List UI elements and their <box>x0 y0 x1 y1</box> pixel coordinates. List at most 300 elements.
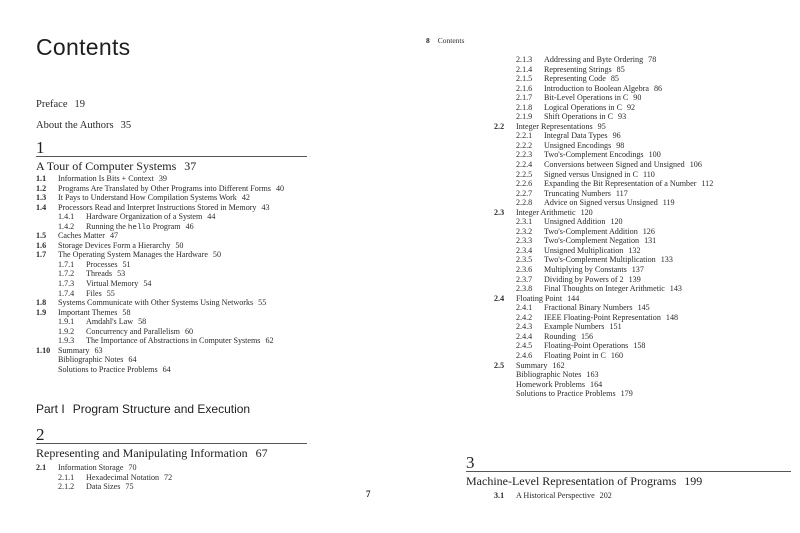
toc-entry-title <box>544 217 623 227</box>
page-title: Contents <box>36 34 131 60</box>
toc-entry-title <box>516 370 599 380</box>
toc-entry-title <box>544 351 623 361</box>
toc-entry-page: 58 <box>122 307 131 317</box>
toc-entry-title <box>544 84 662 94</box>
toc-section-entry[interactable] <box>36 250 336 260</box>
toc-entry-number: 2.1.8 <box>516 102 533 112</box>
toc-entry-page: 120 <box>580 207 593 217</box>
toc-entry-title <box>58 184 284 194</box>
toc-entry-page: 160 <box>610 350 623 360</box>
chapter-rule <box>36 156 307 157</box>
toc-entry-number: 1.8 <box>36 298 47 308</box>
toc-entry-title-text: It Pays to Understand How Compilation Systems Work <box>58 193 237 203</box>
toc-entry-number: 2.2.4 <box>516 160 533 170</box>
toc-entry-page: 75 <box>125 482 134 492</box>
toc-subsection-entry[interactable] <box>494 284 794 294</box>
toc-entry-page: 64 <box>128 355 137 365</box>
toc-entry-number: 1.4 <box>36 202 47 212</box>
toc-entry-number: 2.3 <box>494 207 505 217</box>
chapter-rule <box>466 471 791 472</box>
toc-section-entry[interactable] <box>36 308 336 318</box>
toc-entry-title <box>544 189 628 199</box>
toc-subsection-entry[interactable] <box>494 303 794 313</box>
chapter-title-text: A Tour of Computer Systems <box>36 159 177 173</box>
toc-backmatter-entry[interactable] <box>494 370 794 380</box>
toc-entry-title <box>544 227 655 237</box>
chapter-1-heading <box>36 140 307 174</box>
chapter-number: 3 <box>466 453 475 472</box>
toc-entry-page: 72 <box>164 472 173 482</box>
toc-entry-title <box>58 308 131 318</box>
toc-subsection-entry[interactable] <box>494 313 794 323</box>
toc-entry-number: 1.7.1 <box>58 259 75 269</box>
toc-entry-title <box>544 103 635 113</box>
toc-subsection-entry[interactable] <box>36 212 336 222</box>
toc-entry-page: 39 <box>158 174 167 183</box>
toc-entry-page: 55 <box>106 288 115 298</box>
toc-entry-title-text: Systems Communicate with Other Systems Using Networks <box>58 298 254 308</box>
toc-entry-number: 2.3.1 <box>516 217 533 227</box>
toc-entry-number: 2.3.2 <box>516 226 533 236</box>
toc-entry-title <box>86 317 146 327</box>
toc-subsection-entry[interactable] <box>494 74 794 84</box>
toc-entry-number: 1.9.1 <box>58 317 75 327</box>
toc-subsection-entry[interactable] <box>494 217 794 227</box>
toc-entry-title-text: Information Is Bits + Context <box>58 174 154 183</box>
toc-entry-title-text: Storage Devices Form a Hierarchy <box>58 240 171 250</box>
toc-entry-page: 62 <box>265 336 274 346</box>
toc-entry-title <box>516 294 579 304</box>
toc-subsection-entry[interactable] <box>36 336 336 346</box>
toc-entry-number: 2.4.3 <box>516 322 533 332</box>
chapter-page: 67 <box>255 446 268 460</box>
toc-entry-title <box>516 491 612 501</box>
toc-subsection-entry[interactable] <box>494 189 794 199</box>
chapter-rule <box>36 443 307 444</box>
toc-entry-number: 1.7.2 <box>58 269 75 279</box>
chapter-title[interactable] <box>36 446 307 461</box>
toc-entry-title <box>544 284 682 294</box>
front-matter-label: About the Authors <box>36 120 114 131</box>
toc-entry-page: 40 <box>275 183 285 193</box>
toc-entry-page: 156 <box>580 331 594 341</box>
toc-section-entry[interactable] <box>36 241 336 251</box>
toc-subsection-entry[interactable] <box>494 227 794 237</box>
front-matter-about-authors[interactable] <box>36 120 131 131</box>
toc-entry-page: 55 <box>258 298 267 308</box>
toc-subsection-entry[interactable] <box>36 289 336 299</box>
toc-subsection-entry[interactable] <box>494 84 794 94</box>
toc-subsection-entry[interactable] <box>494 255 794 265</box>
toc-subsection-entry[interactable] <box>494 341 794 351</box>
toc-entry-number: 2.2.8 <box>516 198 533 208</box>
toc-subsection-entry[interactable] <box>494 150 794 160</box>
toc-subsection-entry[interactable] <box>494 322 794 332</box>
toc-entry-number: 1.7 <box>36 250 47 260</box>
toc-entry-page: 145 <box>637 303 650 313</box>
toc-subsection-entry[interactable] <box>36 222 336 232</box>
chapter-title[interactable] <box>36 159 307 174</box>
toc-entry-page: 151 <box>609 322 622 332</box>
toc-entry-number: 2.2.6 <box>516 179 533 189</box>
toc-entry-title <box>516 380 602 390</box>
toc-entry-page: 93 <box>618 112 627 122</box>
toc-backmatter-entry[interactable] <box>36 365 336 375</box>
toc-entry-title <box>544 198 675 208</box>
right-page <box>400 0 800 533</box>
toc-entry-number: 2.4 <box>494 293 505 303</box>
toc-entry-page: 53 <box>117 269 126 279</box>
toc-entry-title-text: Files <box>86 288 102 298</box>
toc-entry-title <box>516 122 606 132</box>
toc-entry-title <box>86 289 115 299</box>
toc-entry-title-text: Summary <box>516 360 548 370</box>
toc-subsection-entry[interactable] <box>494 179 794 189</box>
toc-entry-number: 2.3.4 <box>516 245 533 255</box>
toc-entry-number: 2.4.2 <box>516 312 533 322</box>
toc-subsection-entry[interactable] <box>494 103 794 113</box>
toc-entry-number: 2.2.7 <box>516 188 533 198</box>
toc-entry-title-text: Data Sizes <box>86 482 121 492</box>
toc-entry-title <box>58 346 103 356</box>
toc-entry-number: 1.9.3 <box>58 336 75 346</box>
toc-entry-number: 2.1.2 <box>58 482 75 492</box>
toc-entry-number: 2.3.7 <box>516 274 533 284</box>
chapter-number: 2 <box>36 425 45 444</box>
toc-entry-page: 46 <box>185 221 194 231</box>
toc-entry-title-text: Hardware Organization of a System <box>86 212 203 222</box>
toc-entry-title-text: The Operating System Manages the Hardware <box>58 250 208 260</box>
toc-entry-number: 1.9 <box>36 307 47 317</box>
toc-entry-title <box>86 327 193 337</box>
chapter-2-toc <box>36 463 336 492</box>
toc-entry-title-text: Final Thoughts on Integer Arithmetic <box>544 284 665 294</box>
toc-subsection-entry[interactable] <box>494 332 794 342</box>
toc-subsection-entry[interactable] <box>494 246 794 256</box>
toc-section-entry[interactable] <box>36 346 336 356</box>
toc-entry-number: 2.2.1 <box>516 131 533 141</box>
toc-entry-title-text: Threads <box>86 269 113 279</box>
toc-entry-title-text: Representing Code <box>544 74 606 84</box>
toc-entry-title <box>58 250 221 260</box>
toc-entry-title-text: Hexadecimal Notation <box>86 472 160 482</box>
toc-entry-number: 1.6 <box>36 240 47 250</box>
toc-entry-page: 163 <box>586 370 599 380</box>
toc-subsection-entry[interactable] <box>36 482 336 492</box>
toc-entry-number: 2.1.4 <box>516 64 533 74</box>
toc-subsection-entry[interactable] <box>36 260 336 270</box>
toc-subsection-entry[interactable] <box>494 198 794 208</box>
toc-entry-page: 44 <box>207 212 216 222</box>
toc-section-entry[interactable] <box>36 193 336 203</box>
toc-subsection-entry[interactable] <box>494 65 794 75</box>
toc-entry-number: 2.2.3 <box>516 150 533 160</box>
toc-entry-number: 2.1.3 <box>516 55 533 64</box>
toc-entry-page: 43 <box>261 202 270 212</box>
toc-section-entry[interactable] <box>494 361 794 371</box>
toc-entry-title <box>58 355 137 365</box>
part-heading <box>36 402 250 416</box>
toc-entry-number: 3.1 <box>494 491 505 500</box>
toc-section-entry[interactable] <box>36 231 336 241</box>
toc-entry-title-text: A Historical Perspective <box>516 491 595 500</box>
toc-entry-page: 100 <box>648 150 661 160</box>
toc-subsection-entry[interactable] <box>36 279 336 289</box>
toc-entry-page: 54 <box>143 279 152 289</box>
toc-section-entry[interactable] <box>494 122 794 132</box>
toc-section-entry[interactable] <box>36 463 336 473</box>
toc-entry-title-text: Introduction to Boolean Algebra <box>544 83 649 93</box>
toc-entry-title <box>544 65 625 75</box>
toc-entry-number: 1.5 <box>36 231 47 241</box>
toc-subsection-entry[interactable] <box>494 131 794 141</box>
toc-subsection-entry[interactable] <box>36 473 336 483</box>
toc-entry-title-text: Unsigned Encodings <box>544 140 612 150</box>
running-header-text: Contents <box>437 36 465 45</box>
toc-entry-page: 85 <box>610 74 619 84</box>
toc-entry-number: 2.1.1 <box>58 472 75 482</box>
toc-entry-title-text: Homework Problems <box>516 379 586 389</box>
toc-entry-title-text: Bibliographic Notes <box>516 370 582 380</box>
chapter-3-heading <box>466 455 791 489</box>
toc-entry-number: 2.1 <box>36 463 47 472</box>
toc-backmatter-entry[interactable] <box>494 389 794 399</box>
toc-entry-title <box>86 279 151 289</box>
toc-entry-title <box>544 303 650 313</box>
toc-entry-title-text: Unsigned Addition <box>544 217 606 227</box>
toc-subsection-entry[interactable] <box>494 55 794 65</box>
toc-entry-title-text: Integral Data Types <box>544 131 608 141</box>
toc-entry-page: 95 <box>597 121 606 131</box>
toc-entry-title-text: Expanding the Bit Representation of a Number <box>544 179 697 189</box>
toc-entry-page: 98 <box>616 140 625 150</box>
chapter-2-toc-continued <box>494 55 794 399</box>
toc-section-entry[interactable] <box>494 208 794 218</box>
toc-entry-title-text: Two's-Complement Multiplication <box>544 255 656 265</box>
toc-entry-title <box>544 131 621 141</box>
toc-entry-title <box>544 74 619 84</box>
toc-subsection-entry[interactable] <box>494 236 794 246</box>
toc-entry-title-text: Rounding <box>544 331 576 341</box>
toc-entry-title <box>544 255 673 265</box>
toc-section-entry[interactable] <box>36 203 336 213</box>
toc-entry-title-text: Summary <box>58 345 90 355</box>
toc-entry-title <box>544 275 641 285</box>
toc-entry-title <box>86 473 172 483</box>
toc-entry-title <box>544 160 702 170</box>
toc-entry-title-text: Virtual Memory <box>86 279 139 289</box>
front-matter-page: 19 <box>74 99 85 110</box>
toc-entry-title-text: Conversions between Signed and Unsigned <box>544 160 685 170</box>
toc-subsection-entry[interactable] <box>494 160 794 170</box>
toc-section-entry[interactable] <box>494 491 794 501</box>
toc-entry-title <box>58 231 118 241</box>
toc-backmatter-entry[interactable] <box>494 380 794 390</box>
front-matter-label: Preface <box>36 99 68 110</box>
toc-entry-number: 2.4.6 <box>516 350 533 360</box>
toc-entry-page: 120 <box>610 217 623 227</box>
toc-entry-page: 63 <box>94 345 103 355</box>
toc-entry-page: 90 <box>633 93 642 103</box>
toc-entry-number: 1.2 <box>36 183 47 193</box>
toc-subsection-entry[interactable] <box>494 141 794 151</box>
chapter-title[interactable] <box>466 474 791 489</box>
toc-entry-page: 50 <box>212 250 222 260</box>
toc-entry-title-text: Bit-Level Operations in C <box>544 93 629 103</box>
toc-entry-title <box>86 482 133 492</box>
toc-entry-title <box>544 322 622 332</box>
toc-entry-number: 2.4.1 <box>516 303 533 313</box>
chapter-title-text: Machine-Level Representation of Programs <box>466 474 677 488</box>
toc-entry-page: 106 <box>689 160 702 170</box>
toc-entry-page: 132 <box>628 245 641 255</box>
toc-entry-title-text: Important Themes <box>58 307 118 317</box>
toc-entry-title-text: Floating Point in C <box>544 350 606 360</box>
toc-entry-number: 2.3.6 <box>516 265 533 275</box>
toc-entry-number: 1.7.4 <box>58 288 75 298</box>
toc-entry-title <box>86 269 125 279</box>
toc-entry-title-text: Addressing and Byte Ordering <box>544 55 644 64</box>
toc-entry-title-text: Solutions to Practice Problems <box>516 389 616 399</box>
toc-entry-page: 179 <box>620 389 633 399</box>
toc-entry-page: 96 <box>612 131 621 141</box>
toc-entry-title <box>58 463 137 473</box>
running-header <box>426 36 464 45</box>
part-label: Part I <box>36 402 65 416</box>
toc-entry-page: 117 <box>615 188 628 198</box>
toc-entry-number: 1.4.1 <box>58 212 75 222</box>
toc-entry-title-text: Processors Read and Interpret Instructions Stored in Memory <box>58 202 257 212</box>
toc-entry-title-part: Running the <box>86 221 128 231</box>
toc-entry-title <box>544 55 656 65</box>
toc-entry-page: 164 <box>590 379 603 389</box>
toc-subsection-entry[interactable] <box>36 269 336 279</box>
toc-section-entry[interactable] <box>36 184 336 194</box>
toc-subsection-entry[interactable] <box>494 351 794 361</box>
toc-subsection-entry[interactable] <box>36 327 336 337</box>
toc-subsection-entry[interactable] <box>494 170 794 180</box>
toc-entry-number: 2.5 <box>494 360 505 370</box>
toc-subsection-entry[interactable] <box>494 112 794 122</box>
toc-subsection-entry[interactable] <box>494 275 794 285</box>
chapter-3-toc <box>494 491 794 501</box>
toc-subsection-entry[interactable] <box>494 265 794 275</box>
toc-entry-page: 92 <box>627 102 636 112</box>
toc-entry-title <box>544 170 655 180</box>
toc-entry-page: 64 <box>162 364 171 374</box>
toc-entry-title-text: Two's-Complement Encodings <box>544 150 644 160</box>
toc-entry-number: 2.1.6 <box>516 83 533 93</box>
toc-entry-page: 144 <box>567 293 580 303</box>
toc-entry-title <box>58 298 266 308</box>
toc-entry-title <box>544 93 641 103</box>
toc-entry-number: 1.10 <box>36 345 51 355</box>
toc-entry-title-text: Programs Are Translated by Other Programs into Different Forms <box>58 183 271 193</box>
toc-entry-page: 51 <box>122 259 131 269</box>
toc-entry-number: 1.9.2 <box>58 326 75 336</box>
toc-entry-title-text: Integer Representations <box>516 121 593 131</box>
toc-entry-page: 110 <box>642 169 655 179</box>
toc-entry-number: 2.4.4 <box>516 331 533 341</box>
front-matter-page: 35 <box>120 120 132 131</box>
toc-entry-number: 2.2.5 <box>516 169 533 179</box>
toc-entry-title-text: IEEE Floating-Point Representation <box>544 312 661 322</box>
toc-entry-page: 47 <box>109 231 119 241</box>
toc-entry-number: 2.4.5 <box>516 341 533 351</box>
toc-entry-title-text: Amdahl's Law <box>86 317 134 327</box>
toc-entry-title <box>544 141 624 151</box>
toc-entry-title-text: Information Storage <box>58 463 124 472</box>
toc-entry-number: 2.1.9 <box>516 112 533 122</box>
toc-entry-page: 112 <box>701 179 714 189</box>
toc-entry-title <box>544 150 661 160</box>
chapter-1-toc <box>36 174 336 374</box>
toc-entry-title <box>544 313 678 323</box>
toc-entry-title-text: Concurrency and Parallelism <box>86 326 180 336</box>
toc-entry-page: 42 <box>241 193 250 203</box>
toc-entry-title-text: Solutions to Practice Problems <box>58 364 158 374</box>
toc-entry-page: 126 <box>642 226 655 236</box>
toc-entry-title-text: Integer Arithmetic <box>516 207 576 217</box>
toc-entry-page: 133 <box>660 255 673 265</box>
toc-entry-title-text: Example Numbers <box>544 322 605 332</box>
toc-entry-code: hello <box>127 223 151 232</box>
toc-subsection-entry[interactable] <box>494 93 794 103</box>
toc-entry-title-text: Caches Matter <box>58 231 105 241</box>
toc-entry-title-text: The Importance of Abstractions in Computer Systems <box>86 336 261 346</box>
toc-entry-title-text: Truncating Numbers <box>544 188 611 198</box>
page-number: 8 <box>426 36 430 45</box>
toc-entry-title <box>544 265 644 275</box>
toc-entry-title-text: Dividing by Powers of 2 <box>544 274 624 284</box>
toc-entry-title-text: Signed versus Unsigned in C <box>544 169 638 179</box>
toc-section-entry[interactable] <box>36 174 336 184</box>
toc-subsection-entry[interactable] <box>36 317 336 327</box>
toc-entry-page: 131 <box>644 236 657 246</box>
toc-section-entry[interactable] <box>494 294 794 304</box>
toc-entry-title <box>58 174 167 184</box>
toc-entry-page: 162 <box>552 360 565 370</box>
toc-entry-number: 2.1.7 <box>516 93 533 103</box>
front-matter-preface[interactable] <box>36 99 85 110</box>
toc-entry-title <box>86 212 215 222</box>
toc-entry-page: 148 <box>665 312 679 322</box>
toc-entry-page: 78 <box>648 55 657 64</box>
toc-section-entry[interactable] <box>36 298 336 308</box>
toc-entry-title <box>516 208 593 218</box>
toc-entry-title <box>544 112 626 122</box>
toc-entry-number: 2.3.8 <box>516 284 533 294</box>
toc-entry-title <box>58 203 270 213</box>
toc-entry-number: 1.3 <box>36 193 47 203</box>
toc-entry-page: 58 <box>138 317 147 327</box>
toc-entry-title-text: Representing Strings <box>544 64 612 74</box>
toc-entry-page: 86 <box>653 83 663 93</box>
toc-entry-number: 2.2.2 <box>516 140 533 150</box>
toc-entry-page: 202 <box>599 491 612 500</box>
toc-entry-page: 70 <box>128 463 137 472</box>
toc-entry-title-text: Bibliographic Notes <box>58 355 124 365</box>
toc-entry-title <box>58 241 183 251</box>
toc-entry-number: 1.1 <box>36 174 47 183</box>
toc-entry-page: 139 <box>628 274 641 284</box>
toc-entry-title <box>86 336 274 346</box>
toc-backmatter-entry[interactable] <box>36 355 336 365</box>
toc-entry-title-text: Logical Operations in C <box>544 102 622 112</box>
toc-entry-number: 2.1.5 <box>516 74 533 84</box>
toc-entry-title-text: Processes <box>86 259 118 269</box>
toc-entry-page: 137 <box>631 265 644 275</box>
